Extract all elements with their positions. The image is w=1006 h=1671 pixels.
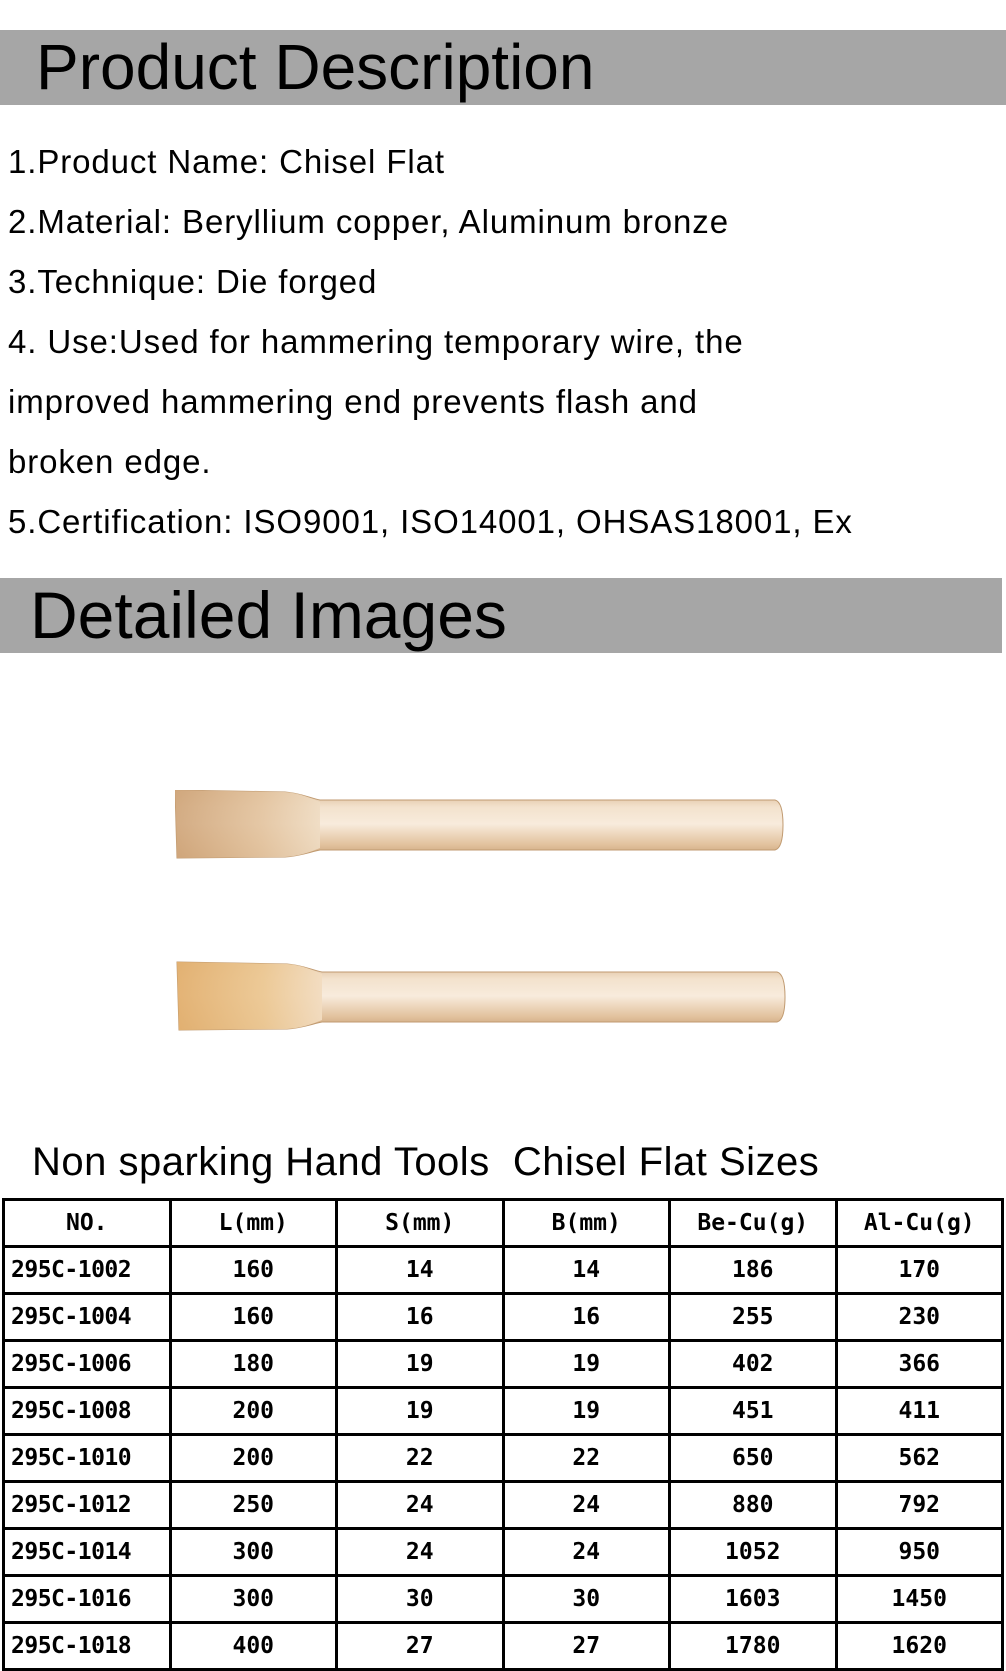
cell-s: 24 xyxy=(337,1529,504,1576)
col-header-al-cu: Al-Cu(g) xyxy=(836,1200,1003,1247)
cell-length: 300 xyxy=(170,1576,337,1623)
table-row xyxy=(4,1623,1003,1670)
cell-b: 24 xyxy=(503,1482,670,1529)
chisel-top xyxy=(175,790,783,858)
cell-no: 295C-1014 xyxy=(4,1529,171,1576)
table-row xyxy=(4,1482,1003,1529)
table-row xyxy=(4,1247,1003,1294)
detailed-images-title: Detailed Images xyxy=(30,578,507,652)
cell-be-cu: 650 xyxy=(670,1435,837,1482)
table-row xyxy=(4,1341,1003,1388)
cell-be-cu: 186 xyxy=(670,1247,837,1294)
product-description-header xyxy=(0,30,1006,105)
certification-line: 5.Certification: ISO9001, ISO14001, OHSAS18001, Ex xyxy=(8,503,853,540)
cell-b: 24 xyxy=(503,1529,670,1576)
cell-al-cu: 170 xyxy=(836,1247,1003,1294)
table-row xyxy=(4,1294,1003,1341)
cell-s: 16 xyxy=(337,1294,504,1341)
product-name-line: 1.Product Name: Chisel Flat xyxy=(8,143,445,180)
cell-no: 295C-1016 xyxy=(4,1576,171,1623)
technique-line: 3.Technique: Die forged xyxy=(8,263,378,300)
chisel-flat-photo xyxy=(175,790,825,1080)
cell-no: 295C-1004 xyxy=(4,1294,171,1341)
cell-length: 180 xyxy=(170,1341,337,1388)
cell-b: 22 xyxy=(503,1435,670,1482)
cell-length: 160 xyxy=(170,1294,337,1341)
table-row xyxy=(4,1529,1003,1576)
cell-no: 295C-1006 xyxy=(4,1341,171,1388)
cell-al-cu: 366 xyxy=(836,1341,1003,1388)
cell-b: 27 xyxy=(503,1623,670,1670)
table-row xyxy=(4,1576,1003,1623)
sizes-table-caption: Non sparking Hand Tools Chisel Flat Sizes xyxy=(32,1140,820,1184)
cell-s: 24 xyxy=(337,1482,504,1529)
cell-s: 19 xyxy=(337,1388,504,1435)
product-description-list xyxy=(8,132,998,552)
table-row xyxy=(4,1435,1003,1482)
cell-length: 400 xyxy=(170,1623,337,1670)
col-header-s: S(mm) xyxy=(337,1200,504,1247)
cell-be-cu: 451 xyxy=(670,1388,837,1435)
detailed-images-header xyxy=(0,578,1002,653)
cell-b: 14 xyxy=(503,1247,670,1294)
cell-al-cu: 1620 xyxy=(836,1623,1003,1670)
cell-no: 295C-1010 xyxy=(4,1435,171,1482)
col-header-no: NO. xyxy=(4,1200,171,1247)
cell-al-cu: 562 xyxy=(836,1435,1003,1482)
cell-no: 295C-1012 xyxy=(4,1482,171,1529)
chisel-bottom xyxy=(177,962,785,1030)
cell-s: 30 xyxy=(337,1576,504,1623)
cell-no: 295C-1018 xyxy=(4,1623,171,1670)
cell-b: 19 xyxy=(503,1341,670,1388)
col-header-length: L(mm) xyxy=(170,1200,337,1247)
cell-no: 295C-1002 xyxy=(4,1247,171,1294)
cell-be-cu: 1780 xyxy=(670,1623,837,1670)
use-line-continued: improved hammering end prevents flash and xyxy=(8,383,698,420)
cell-al-cu: 1450 xyxy=(836,1576,1003,1623)
table-row xyxy=(4,1388,1003,1435)
cell-b: 19 xyxy=(503,1388,670,1435)
cell-s: 22 xyxy=(337,1435,504,1482)
material-line: 2.Material: Beryllium copper, Aluminum bronze xyxy=(8,203,729,240)
cell-al-cu: 792 xyxy=(836,1482,1003,1529)
cell-be-cu: 1603 xyxy=(670,1576,837,1623)
table-header-row xyxy=(4,1200,1003,1247)
cell-length: 300 xyxy=(170,1529,337,1576)
cell-b: 16 xyxy=(503,1294,670,1341)
cell-length: 200 xyxy=(170,1435,337,1482)
cell-no: 295C-1008 xyxy=(4,1388,171,1435)
use-line: 4. Use:Used for hammering temporary wire, the xyxy=(8,323,744,360)
cell-s: 27 xyxy=(337,1623,504,1670)
cell-be-cu: 255 xyxy=(670,1294,837,1341)
cell-s: 14 xyxy=(337,1247,504,1294)
cell-al-cu: 411 xyxy=(836,1388,1003,1435)
cell-length: 250 xyxy=(170,1482,337,1529)
cell-al-cu: 230 xyxy=(836,1294,1003,1341)
col-header-be-cu: Be-Cu(g) xyxy=(670,1200,837,1247)
cell-be-cu: 402 xyxy=(670,1341,837,1388)
use-line-end: broken edge. xyxy=(8,443,212,480)
cell-al-cu: 950 xyxy=(836,1529,1003,1576)
product-description-title: Product Description xyxy=(36,31,595,103)
cell-b: 30 xyxy=(503,1576,670,1623)
cell-be-cu: 1052 xyxy=(670,1529,837,1576)
chisel-sizes-table xyxy=(2,1198,1004,1671)
col-header-b: B(mm) xyxy=(503,1200,670,1247)
cell-s: 19 xyxy=(337,1341,504,1388)
cell-length: 160 xyxy=(170,1247,337,1294)
cell-length: 200 xyxy=(170,1388,337,1435)
cell-be-cu: 880 xyxy=(670,1482,837,1529)
